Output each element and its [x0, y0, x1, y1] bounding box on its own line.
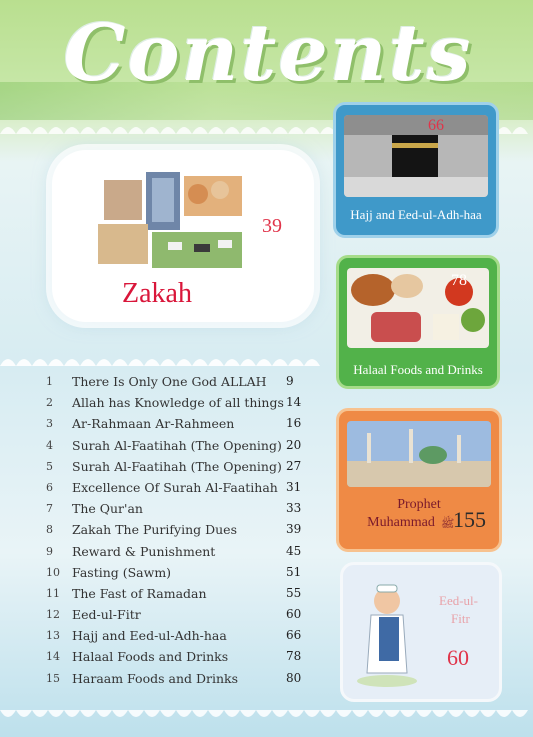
- page-title: Contents: [63, 8, 473, 99]
- toc-number: 13: [46, 629, 60, 643]
- toc-list: [46, 371, 336, 689]
- toc-number: 14: [46, 650, 60, 664]
- hajj-page-number: 66: [428, 117, 444, 134]
- toc-title: Ar-Rahmaan Ar-Rahmeen: [72, 416, 235, 432]
- toc-row[interactable]: [46, 477, 336, 498]
- toc-title: Surah Al-Faatihah (The Opening): [72, 437, 282, 453]
- eed-children-illustration: [351, 573, 429, 691]
- toc-title: Allah has Knowledge of all things: [72, 395, 284, 411]
- toc-page: 16: [286, 416, 302, 431]
- toc-number: 4: [46, 438, 53, 452]
- mosque-image: [347, 421, 491, 487]
- toc-page: 80: [286, 670, 302, 685]
- toc-number: 3: [46, 417, 53, 431]
- toc-page: 45: [286, 543, 302, 558]
- toc-page: 51: [286, 564, 302, 579]
- toc-row[interactable]: [46, 562, 336, 583]
- toc-title: Excellence Of Surah Al-Faatihah: [72, 479, 278, 495]
- toc-page: 33: [286, 501, 302, 516]
- toc-row[interactable]: [46, 392, 336, 413]
- toc-number: 8: [46, 523, 53, 537]
- toc-row[interactable]: [46, 498, 336, 519]
- toc-number: 15: [46, 671, 60, 685]
- eed-page-number: 60: [447, 645, 469, 670]
- toc-page: 60: [286, 607, 302, 622]
- hajj-label: Hajj and Eed-ul-Adh-haa: [350, 207, 482, 222]
- toc-title: Halaal Foods and Drinks: [72, 649, 229, 665]
- toc-page: 78: [286, 649, 302, 664]
- toc-page: 39: [286, 522, 302, 537]
- zakah-label: Zakah: [122, 278, 192, 309]
- halaal-food-image: [347, 268, 489, 348]
- prophet-label-line2: Muhammad: [367, 515, 435, 530]
- eed-label-line1: Eed-ul-: [439, 593, 478, 608]
- prophet-page-number: 155: [453, 507, 486, 532]
- hajj-feature-card[interactable]: [333, 102, 499, 238]
- toc-page: 55: [286, 585, 302, 600]
- toc-row[interactable]: [46, 413, 336, 434]
- toc-title: Surah Al-Faatihah (The Opening): [72, 458, 282, 474]
- eed-feature-card[interactable]: [340, 562, 502, 702]
- toc-number: 1: [46, 375, 53, 388]
- halaal-feature-card[interactable]: [336, 255, 500, 389]
- toc-number: 2: [46, 396, 53, 410]
- kaaba-image: [344, 115, 488, 197]
- toc-title: There Is Only One God ALLAH: [72, 374, 267, 389]
- toc-row[interactable]: [46, 371, 336, 392]
- toc-row[interactable]: [46, 583, 336, 604]
- toc-page: 66: [286, 628, 302, 643]
- toc-title: Hajj and Eed-ul-Adh-haa: [72, 628, 227, 644]
- toc-page: 14: [286, 395, 302, 410]
- toc-title: The Fast of Ramadan: [72, 585, 207, 601]
- toc-title: Fasting (Sawm): [72, 564, 172, 580]
- prophet-honorific: ﷺ: [441, 518, 455, 530]
- toc-page: 20: [286, 437, 302, 452]
- toc-row[interactable]: [46, 668, 336, 689]
- toc-title: Reward & Punishment: [72, 543, 216, 559]
- toc-number: 11: [46, 586, 60, 600]
- toc-row[interactable]: [46, 519, 336, 540]
- toc-row[interactable]: [46, 456, 336, 477]
- toc-number: 10: [46, 565, 60, 579]
- toc-title: Haraam Foods and Drinks: [72, 670, 239, 686]
- toc-number: 7: [46, 502, 53, 516]
- scallop-divider-bottom: [0, 710, 533, 724]
- prophet-label-line1: Prophet: [397, 497, 441, 512]
- toc-row[interactable]: [46, 541, 336, 562]
- zakah-collage-image: [98, 172, 246, 268]
- toc-title: The Qur'an: [72, 501, 143, 517]
- zakah-feature-card[interactable]: [52, 150, 314, 322]
- halaal-page-number: 78: [451, 272, 467, 289]
- toc-row[interactable]: [46, 604, 336, 625]
- toc-row[interactable]: [46, 625, 336, 646]
- eed-label-line2: Fitr: [451, 611, 470, 626]
- toc-number: 6: [46, 480, 53, 494]
- zakah-page-number: 39: [262, 215, 282, 237]
- toc-page: 27: [286, 458, 302, 473]
- halaal-label: Halaal Foods and Drinks: [353, 362, 483, 377]
- toc-page: 9: [286, 374, 294, 388]
- prophet-feature-card[interactable]: [336, 408, 502, 552]
- toc-row[interactable]: [46, 646, 336, 667]
- toc-number: 5: [46, 459, 53, 473]
- toc-title: Eed-ul-Fitr: [72, 607, 141, 623]
- toc-number: 12: [46, 608, 60, 622]
- toc-page: 31: [286, 479, 302, 494]
- toc-row[interactable]: [46, 435, 336, 456]
- toc-title: Zakah The Purifying Dues: [72, 522, 237, 538]
- toc-number: 9: [46, 544, 53, 558]
